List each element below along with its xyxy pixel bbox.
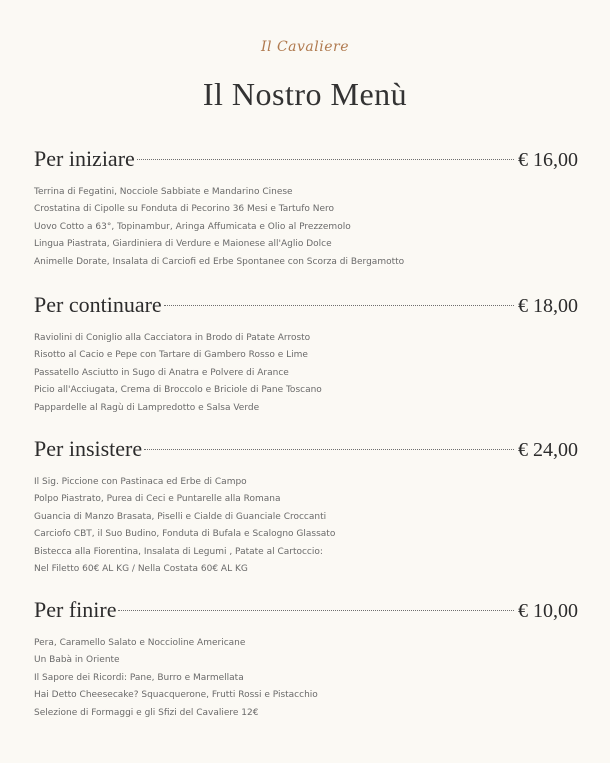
dish-item: Guancia di Manzo Brasata, Piselli e Cialde di Guanciale Croccanti <box>34 511 327 522</box>
dish-item: Passatello Asciutto in Sugo di Anatra e Polvere di Arance <box>34 367 289 378</box>
section-price: € 24,00 <box>518 439 578 461</box>
section-price: € 16,00 <box>518 149 578 171</box>
menu-section-per-iniziare <box>34 146 578 271</box>
page-title: Il Nostro Menù <box>202 76 408 112</box>
dish-item: Hai Detto Cheesecake? Squacquerone, Frutti Rossi e Pistacchio <box>34 690 318 701</box>
section-header <box>34 436 578 464</box>
dish-item: Lingua Piastrata, Giardiniera di Verdure e Maionese all'Aglio Dolce <box>34 239 332 250</box>
section-price: € 10,00 <box>518 600 578 622</box>
dish-item: Terrina di Fegatini, Nocciole Sabbiate e Mandarino Cinese <box>34 187 293 197</box>
dish-item: Raviolini di Coniglio alla Cacciatora in Brodo di Patate Arrosto <box>34 333 311 343</box>
dish-item: Crostatina di Cipolle su Fonduta di Pecorino 36 Mesi e Tartufo Nero <box>34 204 335 215</box>
dish-item: Il Sig. Piccione con Pastinaca ed Erbe di Campo <box>34 477 247 487</box>
section-title: Per insistere <box>34 436 143 461</box>
restaurant-brand: Il Cavaliere <box>261 39 349 55</box>
dish-item: Uovo Cotto a 63°, Topinambur, Aringa Affumicata e Olio al Prezzemolo <box>34 221 351 232</box>
dish-item: Pappardelle al Ragù di Lampredotto e Salsa Verde <box>34 402 260 413</box>
dish-item: Polpo Piastrato, Purea di Ceci e Puntarelle alla Romana <box>34 494 281 505</box>
dish-item: Risotto al Cacio e Pepe con Tartare di Gambero Rosso e Lime <box>34 350 308 361</box>
dish-item: Carciofo CBT, il Suo Budino, Fonduta di Bufala e Scalogno Glassato <box>34 529 336 540</box>
dish-item: Selezione di Formaggi e gli Sfizi del Cavaliere 12€ <box>34 707 259 718</box>
section-title: Per continuare <box>34 292 162 317</box>
dish-item: Picio all'Acciugata, Crema di Broccolo e Briciole di Pane Toscano <box>34 385 322 396</box>
dish-list <box>34 635 578 722</box>
menu-section-per-finire <box>34 597 578 722</box>
dish-item: Nel Filetto 60€ AL KG / Nella Costata 60€ AL KG <box>34 563 248 574</box>
dish-list <box>34 184 578 271</box>
menu-section-per-continuare <box>34 292 578 417</box>
dotted-leader <box>164 305 514 306</box>
dotted-leader <box>137 159 514 160</box>
section-header <box>34 597 578 625</box>
section-header <box>34 292 578 320</box>
section-header <box>34 146 578 174</box>
dotted-leader <box>144 449 514 450</box>
dish-item: Animelle Dorate, Insalata di Carciofi ed Erbe Spontanee con Scorza di Bergamotto <box>34 256 405 267</box>
dish-list <box>34 474 578 578</box>
section-price: € 18,00 <box>518 295 578 317</box>
menu-section-per-insistere <box>34 436 578 578</box>
dish-item: Il Sapore dei Ricordi: Pane, Burro e Marmellata <box>34 672 244 683</box>
dish-list <box>34 330 578 417</box>
section-title: Per iniziare <box>34 146 135 171</box>
dish-item: Un Babà in Oriente <box>34 655 120 666</box>
dotted-leader <box>118 610 514 611</box>
dish-item: Bistecca alla Fiorentina, Insalata di Legumi , Patate al Cartoccio: <box>34 546 323 557</box>
dish-item: Pera, Caramello Salato e Noccioline Americane <box>34 638 246 648</box>
section-title: Per finire <box>34 597 117 622</box>
